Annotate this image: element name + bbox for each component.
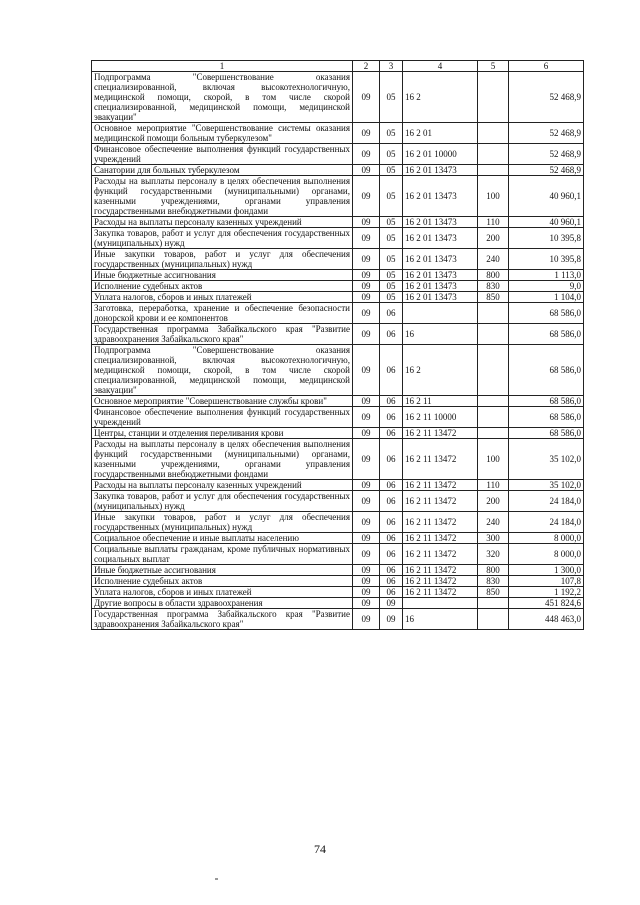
table-row [92, 512, 584, 533]
pr-cell: 05 [380, 228, 403, 249]
rz-cell: 09 [353, 587, 380, 598]
column-header: 2 [353, 61, 380, 72]
table-row [92, 292, 584, 303]
vr-cell: 110 [478, 217, 509, 228]
vr-cell [478, 598, 509, 609]
rz-cell: 09 [353, 396, 380, 407]
csr-cell: 16 2 11 [403, 396, 478, 407]
table-row [92, 407, 584, 428]
csr-cell: 16 2 01 10000 [403, 144, 478, 165]
vr-cell: 240 [478, 249, 509, 270]
pr-cell: 05 [380, 249, 403, 270]
csr-cell: 16 2 11 13472 [403, 576, 478, 587]
csr-cell: 16 2 11 13472 [403, 480, 478, 491]
rz-cell: 09 [353, 144, 380, 165]
pr-cell: 05 [380, 72, 403, 123]
row-name-cell: Финансовое обеспечение выполнения функций государственных учреждений [92, 144, 353, 165]
vr-cell [478, 345, 509, 396]
pr-cell: 05 [380, 281, 403, 292]
rz-cell: 09 [353, 345, 380, 396]
amount-cell: 68 586,0 [509, 324, 584, 345]
row-name-cell: Санатории для больных туберкулезом [92, 165, 353, 176]
amount-cell: 10 395,8 [509, 249, 584, 270]
row-name-cell: Иные бюджетные ассигнования [92, 565, 353, 576]
vr-cell: 830 [478, 576, 509, 587]
row-name-cell: Заготовка, переработка, хранение и обеспечение безопасности донорской крови и ее компонентов [92, 303, 353, 324]
pr-cell: 06 [380, 324, 403, 345]
vr-cell [478, 609, 509, 630]
amount-cell: 1 104,0 [509, 292, 584, 303]
table-row [92, 217, 584, 228]
amount-cell: 1 113,0 [509, 270, 584, 281]
rz-cell: 09 [353, 281, 380, 292]
rz-cell: 09 [353, 72, 380, 123]
pr-cell: 05 [380, 292, 403, 303]
table-row [92, 303, 584, 324]
csr-cell: 16 2 11 13472 [403, 544, 478, 565]
amount-cell: 52 468,9 [509, 123, 584, 144]
row-name-cell: Подпрограмма "Совершенствование оказания специализированной, включая высокотехнологичную, медицинской помощи, скорой, в том числе скорой специализированной, медицинской помощи, медицинской эвакуации" [92, 345, 353, 396]
pr-cell: 06 [380, 303, 403, 324]
table-row [92, 598, 584, 609]
vr-cell: 200 [478, 491, 509, 512]
amount-cell: 52 468,9 [509, 144, 584, 165]
rz-cell: 09 [353, 303, 380, 324]
pr-cell: 05 [380, 270, 403, 281]
csr-cell: 16 2 [403, 72, 478, 123]
vr-cell [478, 428, 509, 439]
vr-cell: 100 [478, 439, 509, 480]
table-row [92, 544, 584, 565]
rz-cell: 09 [353, 512, 380, 533]
table-row [92, 396, 584, 407]
row-name-cell: Подпрограмма "Совершенствование оказания специализированной, включая высокотехнологичную, медицинской помощи, скорой, в том числе скорой специализированной, медицинской помощи, медицинской эвакуации" [92, 72, 353, 123]
column-header: 4 [403, 61, 478, 72]
csr-cell: 16 2 01 [403, 123, 478, 144]
amount-cell: 68 586,0 [509, 428, 584, 439]
row-name-cell: Государственная программа Забайкальского края "Развитие здравоохранения Забайкальского края" [92, 609, 353, 630]
row-name-cell: Исполнение судебных актов [92, 576, 353, 587]
row-name-cell: Социальные выплаты гражданам, кроме публичных нормативных социальных выплат [92, 544, 353, 565]
vr-cell: 850 [478, 292, 509, 303]
rz-cell: 09 [353, 491, 380, 512]
rz-cell: 09 [353, 576, 380, 587]
amount-cell: 9,0 [509, 281, 584, 292]
rz-cell: 09 [353, 565, 380, 576]
table-row [92, 576, 584, 587]
row-name-cell: Закупка товаров, работ и услуг для обеспечения государственных (муниципальных) нужд [92, 228, 353, 249]
page-number: 74 [314, 842, 326, 856]
csr-cell: 16 2 01 13473 [403, 292, 478, 303]
vr-cell: 240 [478, 512, 509, 533]
row-name-cell: Основное мероприятие "Совершенствование службы крови" [92, 396, 353, 407]
amount-cell: 35 102,0 [509, 439, 584, 480]
vr-cell [478, 303, 509, 324]
rz-cell: 09 [353, 217, 380, 228]
amount-cell: 1 192,2 [509, 587, 584, 598]
column-header: 5 [478, 61, 509, 72]
scan-artifact [215, 878, 218, 880]
vr-cell: 830 [478, 281, 509, 292]
csr-cell: 16 2 11 13472 [403, 533, 478, 544]
csr-cell: 16 2 11 13472 [403, 439, 478, 480]
amount-cell: 448 463,0 [509, 609, 584, 630]
amount-cell: 10 395,8 [509, 228, 584, 249]
row-name-cell: Социальное обеспечение и иные выплаты населению [92, 533, 353, 544]
column-header: 6 [509, 61, 584, 72]
vr-cell [478, 396, 509, 407]
pr-cell: 05 [380, 123, 403, 144]
vr-cell [478, 72, 509, 123]
row-name-cell: Центры, станции и отделения переливания крови [92, 428, 353, 439]
rz-cell: 09 [353, 292, 380, 303]
csr-cell: 16 [403, 609, 478, 630]
rz-cell: 09 [353, 228, 380, 249]
amount-cell: 52 468,9 [509, 165, 584, 176]
pr-cell: 06 [380, 512, 403, 533]
rz-cell: 09 [353, 407, 380, 428]
vr-cell: 850 [478, 587, 509, 598]
row-name-cell: Расходы на выплаты персоналу казенных учреждений [92, 217, 353, 228]
pr-cell: 06 [380, 407, 403, 428]
table-row [92, 439, 584, 480]
amount-cell: 8 000,0 [509, 533, 584, 544]
rz-cell: 09 [353, 165, 380, 176]
pr-cell: 06 [380, 396, 403, 407]
amount-cell: 24 184,0 [509, 512, 584, 533]
vr-cell [478, 165, 509, 176]
vr-cell: 110 [478, 480, 509, 491]
row-name-cell: Иные бюджетные ассигнования [92, 270, 353, 281]
csr-cell: 16 2 01 13473 [403, 217, 478, 228]
amount-cell: 68 586,0 [509, 303, 584, 324]
row-name-cell: Другие вопросы в области здравоохранения [92, 598, 353, 609]
csr-cell: 16 2 01 13473 [403, 249, 478, 270]
table-row [92, 491, 584, 512]
amount-cell: 8 000,0 [509, 544, 584, 565]
csr-cell: 16 2 11 10000 [403, 407, 478, 428]
amount-cell: 52 468,9 [509, 72, 584, 123]
csr-cell: 16 2 11 13472 [403, 565, 478, 576]
row-name-cell: Уплата налогов, сборов и иных платежей [92, 587, 353, 598]
pr-cell: 06 [380, 576, 403, 587]
table-row [92, 324, 584, 345]
table-row [92, 281, 584, 292]
table-row [92, 270, 584, 281]
vr-cell: 800 [478, 565, 509, 576]
table-row [92, 609, 584, 630]
vr-cell [478, 123, 509, 144]
table-header-row [92, 61, 584, 72]
table-row [92, 144, 584, 165]
pr-cell: 06 [380, 439, 403, 480]
amount-cell: 107,8 [509, 576, 584, 587]
row-name-cell: Иные закупки товаров, работ и услуг для обеспечения государственных (муниципальных) нужд [92, 249, 353, 270]
amount-cell: 40 960,1 [509, 176, 584, 217]
row-name-cell: Расходы на выплаты персоналу в целях обеспечения выполнения функций государственными (муниципальными) органами, казенными учреждениями, органами управления государственными внебюджетными фондами [92, 439, 353, 480]
pr-cell: 05 [380, 144, 403, 165]
pr-cell: 05 [380, 165, 403, 176]
csr-cell: 16 2 11 13472 [403, 512, 478, 533]
budget-table [91, 60, 584, 630]
pr-cell: 06 [380, 544, 403, 565]
amount-cell: 68 586,0 [509, 407, 584, 428]
vr-cell: 300 [478, 533, 509, 544]
table-row [92, 533, 584, 544]
pr-cell: 06 [380, 565, 403, 576]
table-row [92, 587, 584, 598]
csr-cell: 16 [403, 324, 478, 345]
row-name-cell: Расходы на выплаты персоналу казенных учреждений [92, 480, 353, 491]
column-header: 3 [380, 61, 403, 72]
csr-cell [403, 303, 478, 324]
rz-cell: 09 [353, 544, 380, 565]
table-row [92, 428, 584, 439]
pr-cell: 06 [380, 345, 403, 396]
amount-cell: 68 586,0 [509, 396, 584, 407]
pr-cell: 06 [380, 428, 403, 439]
vr-cell: 200 [478, 228, 509, 249]
pr-cell: 06 [380, 533, 403, 544]
row-name-cell: Иные закупки товаров, работ и услуг для обеспечения государственных (муниципальных) нужд [92, 512, 353, 533]
row-name-cell: Финансовое обеспечение выполнения функций государственных учреждений [92, 407, 353, 428]
row-name-cell: Государственная программа Забайкальского края "Развитие здравоохранения Забайкальского края" [92, 324, 353, 345]
table-row [92, 565, 584, 576]
row-name-cell: Основное мероприятие "Совершенствование системы оказания медицинской помощи больным туберкулезом" [92, 123, 353, 144]
pr-cell: 06 [380, 480, 403, 491]
rz-cell: 09 [353, 598, 380, 609]
amount-cell: 40 960,1 [509, 217, 584, 228]
vr-cell: 320 [478, 544, 509, 565]
csr-cell: 16 2 01 13473 [403, 228, 478, 249]
csr-cell: 16 2 11 13472 [403, 587, 478, 598]
vr-cell: 800 [478, 270, 509, 281]
row-name-cell: Исполнение судебных актов [92, 281, 353, 292]
pr-cell: 09 [380, 598, 403, 609]
vr-cell [478, 144, 509, 165]
pr-cell: 06 [380, 491, 403, 512]
pr-cell: 05 [380, 176, 403, 217]
amount-cell: 451 824,6 [509, 598, 584, 609]
vr-cell: 100 [478, 176, 509, 217]
row-name-cell: Расходы на выплаты персоналу в целях обеспечения выполнения функций государственными (муниципальными) органами, казенными учреждениями, органами управления государственными внебюджетными фондами [92, 176, 353, 217]
table-row [92, 345, 584, 396]
rz-cell: 09 [353, 609, 380, 630]
amount-cell: 1 300,0 [509, 565, 584, 576]
rz-cell: 09 [353, 480, 380, 491]
row-name-cell: Уплата налогов, сборов и иных платежей [92, 292, 353, 303]
rz-cell: 09 [353, 439, 380, 480]
csr-cell: 16 2 11 13472 [403, 428, 478, 439]
pr-cell: 06 [380, 587, 403, 598]
vr-cell [478, 407, 509, 428]
table-row [92, 249, 584, 270]
row-name-cell: Закупка товаров, работ и услуг для обеспечения государственных (муниципальных) нужд [92, 491, 353, 512]
rz-cell: 09 [353, 324, 380, 345]
rz-cell: 09 [353, 123, 380, 144]
vr-cell [478, 324, 509, 345]
csr-cell [403, 598, 478, 609]
csr-cell: 16 2 01 13473 [403, 281, 478, 292]
rz-cell: 09 [353, 533, 380, 544]
amount-cell: 24 184,0 [509, 491, 584, 512]
table-row [92, 72, 584, 123]
csr-cell: 16 2 01 13473 [403, 270, 478, 281]
amount-cell: 68 586,0 [509, 345, 584, 396]
rz-cell: 09 [353, 176, 380, 217]
rz-cell: 09 [353, 428, 380, 439]
pr-cell: 09 [380, 609, 403, 630]
pr-cell: 05 [380, 217, 403, 228]
table-row [92, 165, 584, 176]
table-row [92, 123, 584, 144]
rz-cell: 09 [353, 249, 380, 270]
table-row [92, 228, 584, 249]
csr-cell: 16 2 [403, 345, 478, 396]
table-row [92, 480, 584, 491]
column-header: 1 [92, 61, 353, 72]
rz-cell: 09 [353, 270, 380, 281]
table-row [92, 176, 584, 217]
csr-cell: 16 2 01 13473 [403, 165, 478, 176]
csr-cell: 16 2 11 13472 [403, 491, 478, 512]
amount-cell: 35 102,0 [509, 480, 584, 491]
table-body [92, 72, 584, 630]
csr-cell: 16 2 01 13473 [403, 176, 478, 217]
